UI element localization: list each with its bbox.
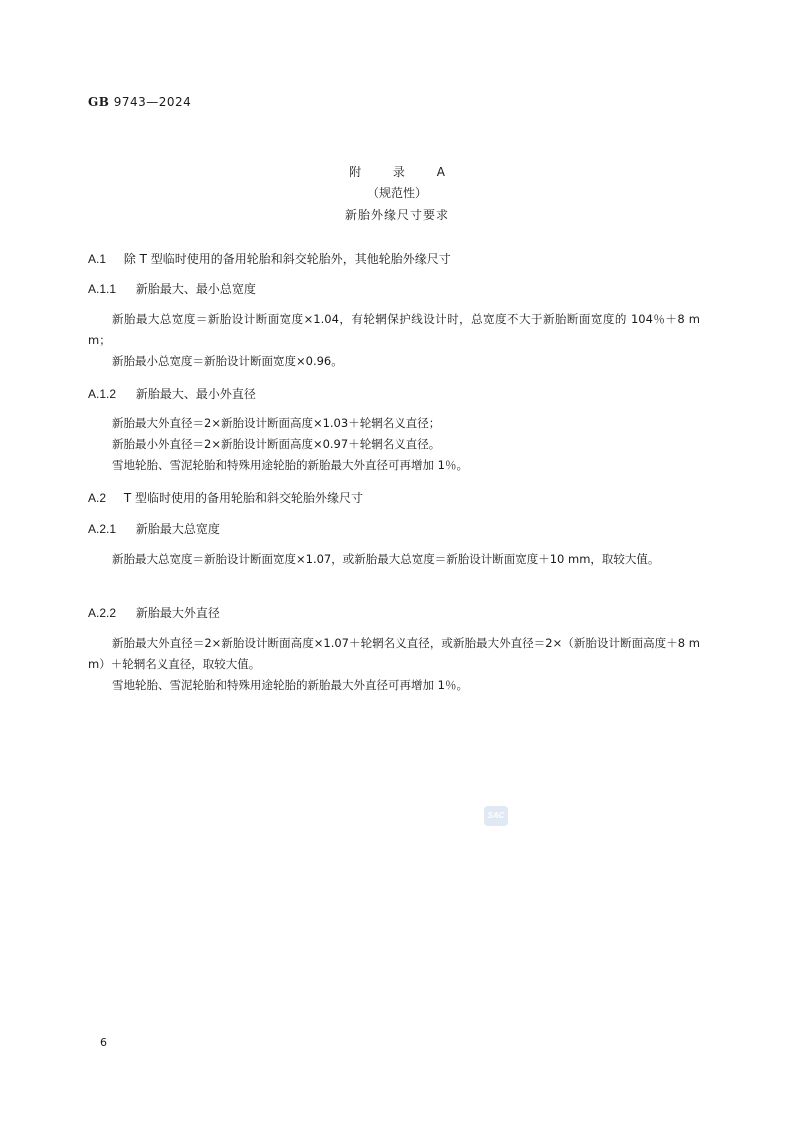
section-heading-a1 xyxy=(88,250,451,267)
paragraph: 新胎最小外直径＝2×新胎设计断面高度×0.97＋轮辋名义直径。 xyxy=(112,437,441,451)
section-heading-a1-2 xyxy=(88,385,256,402)
sac-watermark: SAC xyxy=(484,806,508,826)
section-heading-a2-2 xyxy=(88,604,220,621)
section-title: 新胎最大、最小外直径 xyxy=(135,387,256,401)
section-heading-a1-1 xyxy=(88,280,256,297)
section-number: A.1.1 xyxy=(88,282,117,296)
section-number: A.2 xyxy=(88,491,107,505)
section-title: 除 T 型临时使用的备用轮胎和斜交轮胎外，其他轮胎外缘尺寸 xyxy=(123,252,451,266)
paragraph: 雪地轮胎、雪泥轮胎和特殊用途轮胎的新胎最大外直径可再增加 1％。 xyxy=(112,458,468,472)
standard-prefix: GB xyxy=(88,95,110,109)
paragraph: 新胎最大外直径＝2×新胎设计断面高度×1.03＋轮辋名义直径； xyxy=(112,416,441,430)
section-heading-a2-1 xyxy=(88,520,220,537)
section-number: A.2.1 xyxy=(88,522,117,536)
annex-nature: （规范性） xyxy=(366,186,427,200)
paragraph: 新胎最大总宽度＝新胎设计断面宽度×1.04，有轮辋保护线设计时，总宽度不大于新胎断面宽度的 104％＋8 mm； xyxy=(88,312,700,347)
section-heading-a2 xyxy=(88,489,363,506)
section-number: A.2.2 xyxy=(88,606,117,620)
standard-code xyxy=(88,95,191,109)
section-title: 新胎最大、最小总宽度 xyxy=(135,282,256,296)
section-title: 新胎最大总宽度 xyxy=(135,522,220,536)
paragraph: 新胎最大总宽度＝新胎设计断面宽度×1.07，或新胎最大总宽度＝新胎设计断面宽度＋10 mm，取较大值。 xyxy=(112,552,660,566)
annex-label: 附 录 A xyxy=(349,165,459,179)
page-number: 6 xyxy=(100,1036,107,1049)
paragraph: 新胎最大外直径＝2×新胎设计断面高度×1.07＋轮辋名义直径，或新胎最大外直径＝2×（新胎设计断面高度＋8 mm）＋轮辋名义直径，取较大值。 xyxy=(88,636,700,671)
section-number: A.1 xyxy=(88,252,107,266)
paragraph: 新胎最小总宽度＝新胎设计断面宽度×0.96。 xyxy=(112,354,343,368)
paragraph: 雪地轮胎、雪泥轮胎和特殊用途轮胎的新胎最大外直径可再增加 1％。 xyxy=(112,678,468,692)
standard-number: 9743—2024 xyxy=(113,95,192,109)
section-number: A.1.2 xyxy=(88,387,117,401)
section-title: T 型临时使用的备用轮胎和斜交轮胎外缘尺寸 xyxy=(123,491,363,505)
section-title: 新胎最大外直径 xyxy=(135,606,220,620)
annex-title: 新胎外缘尺寸要求 xyxy=(344,208,449,222)
